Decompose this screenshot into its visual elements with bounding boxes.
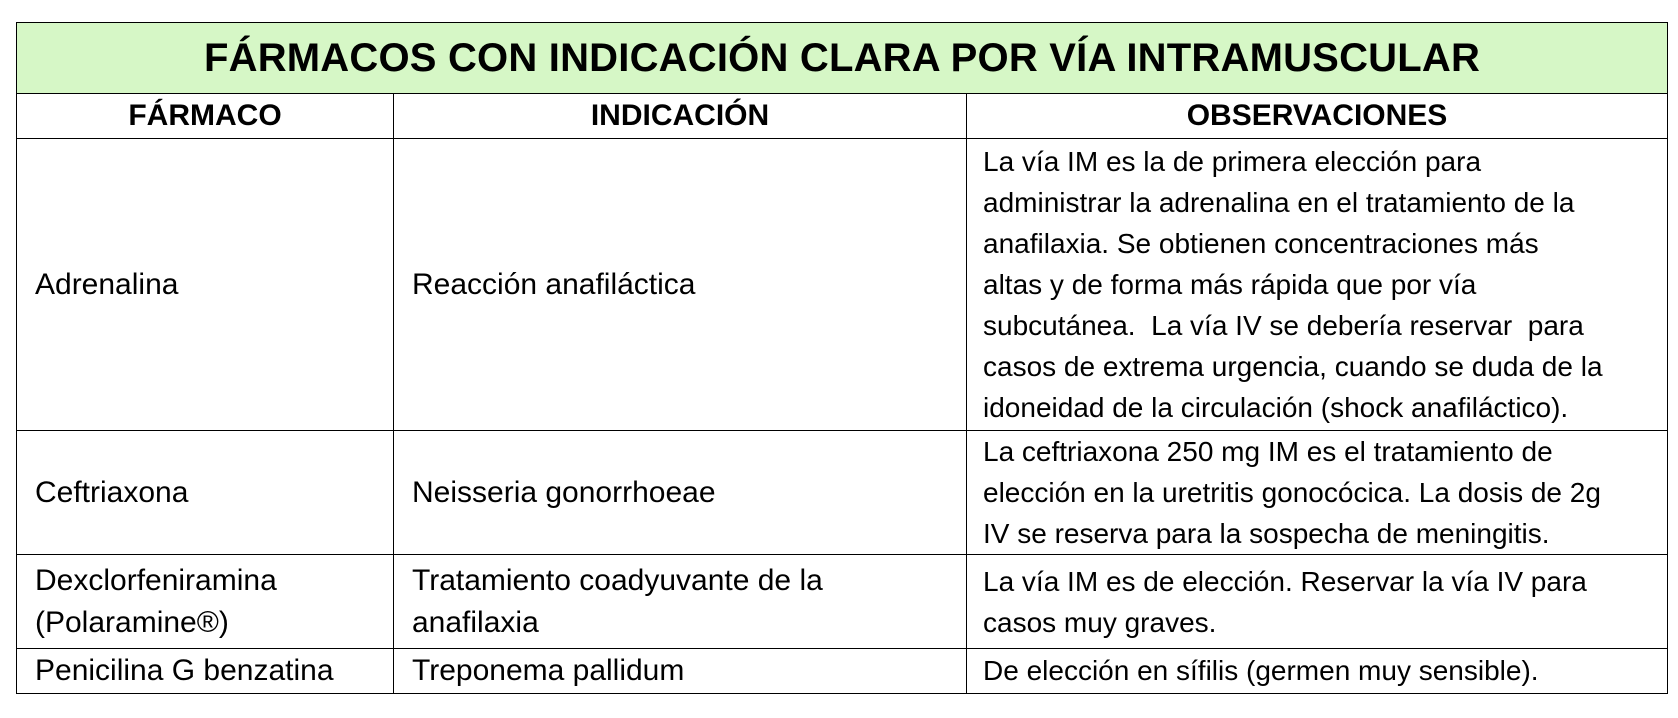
cell-text: Reacción anafiláctica xyxy=(412,267,696,301)
cell-observaciones xyxy=(967,555,1668,649)
table-row xyxy=(17,649,1668,694)
cell-line: altas y de forma más rápida que por vía xyxy=(983,269,1477,300)
cell-indicacion xyxy=(394,649,967,694)
cell-observaciones xyxy=(967,649,1668,694)
cell-indicacion xyxy=(394,431,967,555)
header-observaciones: OBSERVACIONES xyxy=(967,94,1668,139)
table-row xyxy=(17,555,1668,649)
cell-text: (Polaramine®) xyxy=(35,605,229,639)
cell-farmaco xyxy=(17,649,394,694)
cell-indicacion xyxy=(394,139,967,431)
cell-text: anafilaxia xyxy=(412,605,539,639)
cell-line: La vía IM es la de primera elección para xyxy=(983,146,1482,177)
cell-text: Treponema pallidum xyxy=(412,654,685,687)
cell-line: casos de extrema urgencia, cuando se duda de la xyxy=(983,351,1603,382)
cell-line: administrar la adrenalina en el tratamiento de la xyxy=(983,187,1575,218)
cell-text: Ceftriaxona xyxy=(35,475,189,509)
cell-text: Penicilina G benzatina xyxy=(35,654,334,687)
table-title: FÁRMACOS CON INDICACIÓN CLARA POR VÍA INTRAMUSCULAR xyxy=(17,23,1668,94)
cell-line: IV se reserva para la sospecha de meningitis. xyxy=(983,518,1550,549)
cell-line: casos muy graves. xyxy=(983,606,1217,638)
header-farmaco: FÁRMACO xyxy=(17,94,394,139)
cell-text: Adrenalina xyxy=(35,267,179,301)
cell-line: La vía IM es de elección. Reservar la vía IV para xyxy=(983,565,1587,597)
cell-line: La ceftriaxona 250 mg IM es el tratamiento de xyxy=(983,436,1553,467)
drug-table xyxy=(16,22,1668,694)
cell-observaciones xyxy=(967,431,1668,555)
cell-line: De elección en sífilis (germen muy sensible). xyxy=(983,655,1539,686)
table-row xyxy=(17,431,1668,555)
cell-farmaco xyxy=(17,431,394,555)
cell-text: Neisseria gonorrhoeae xyxy=(412,475,716,509)
cell-farmaco xyxy=(17,555,394,649)
cell-line: subcutánea. La vía IV se debería reservar para xyxy=(983,310,1584,341)
cell-farmaco xyxy=(17,139,394,431)
cell-indicacion xyxy=(394,555,967,649)
table-row xyxy=(17,139,1668,431)
cell-line: anafilaxia. Se obtienen concentraciones más xyxy=(983,228,1539,259)
cell-line: elección en la uretritis gonocócica. La dosis de 2g xyxy=(983,477,1601,508)
header-indicacion: INDICACIÓN xyxy=(394,94,967,139)
cell-text: Tratamiento coadyuvante de la xyxy=(412,563,823,597)
cell-line: idoneidad de la circulación (shock anafiláctico). xyxy=(983,392,1569,423)
cell-observaciones xyxy=(967,139,1668,431)
cell-text: Dexclorfeniramina xyxy=(35,563,277,597)
